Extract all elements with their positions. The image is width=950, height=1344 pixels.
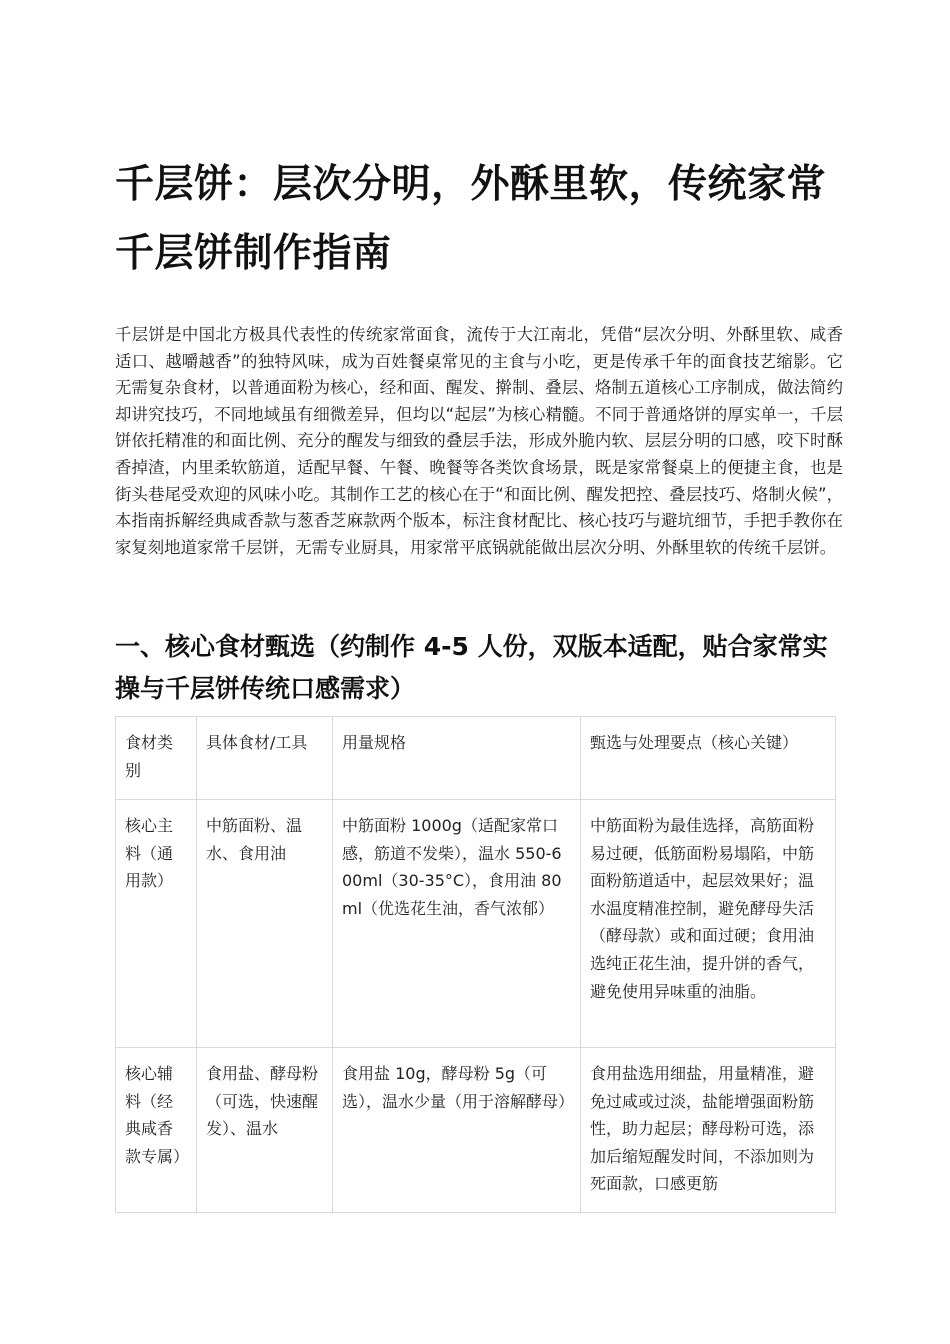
- section-heading: 一、核心食材甄选（约制作 4-5 人份，双版本适配，贴合家常实操与千层饼传统口感需求）: [115, 632, 828, 703]
- ingredients-table: [115, 716, 836, 1213]
- table-header-cell: 具体食材/工具: [197, 717, 333, 800]
- table-cell-amount: 食用盐 10g，酵母粉 5g（可选），温水少量（用于溶解酵母）: [333, 1048, 581, 1213]
- table-cell-items: 食用盐、酵母粉（可选，快速醒发）、温水: [197, 1048, 333, 1213]
- table-row: [116, 1048, 836, 1213]
- table-row: [116, 800, 836, 1048]
- table-header-cell: 用量规格: [333, 717, 581, 800]
- table-header-row: [116, 717, 836, 800]
- table-header-cell: 甄选与处理要点（核心关键）: [581, 717, 836, 800]
- table-cell-category: 核心辅料（经典咸香款专属）: [116, 1048, 197, 1213]
- table-cell-category: 核心主料（通用款）: [116, 800, 197, 1048]
- intro-paragraph: 千层饼是中国北方极具代表性的传统家常面食，流传于大江南北，凭借“层次分明、外酥里软、咸香适口、越嚼越香”的独特风味，成为百姓餐桌常见的主食与小吃，更是传承千年的面食技艺缩影。它无需复杂食材，以普通面粉为核心，经和面、醒发、擀制、叠层、烙制五道核心工序制成，做法简约却讲究技巧，不同地域虽有细微差异，但均以“起层”为核心精髓。不同于普通烙饼的厚实单一，千层饼依托精准的和面比例、充分的醒发与细致的叠层手法，形成外脆内软、层层分明的口感，咬下时酥香掉渣，内里柔软筋道，适配早餐、午餐、晚餐等各类饮食场景，既是家常餐桌上的便捷主食，也是街头巷尾受欢迎的风味小吃。其制作工艺的核心在于“和面比例、醒发把控、叠层技巧、烙制火候”，本指南拆解经典咸香款与葱香芝麻款两个版本，标注食材配比、核心技巧与避坑细节，手把手教你在家复刻地道家常千层饼，无需专业厨具，用家常平底锅就能做出层次分明、外酥里软的传统千层饼。: [115, 325, 843, 557]
- table-cell-notes: 中筋面粉为最佳选择，高筋面粉易过硬，低筋面粉易塌陷，中筋面粉筋道适中，起层效果好；温水温度精准控制，避免酵母失活（酵母款）或和面过硬；食用油选纯正花生油，提升饼的香气，避免使用异味重的油脂。: [581, 800, 836, 1048]
- document-title: 千层饼：层次分明，外酥里软，传统家常千层饼制作指南: [115, 162, 827, 276]
- table-cell-notes: 食用盐选用细盐，用量精准，避免过咸或过淡，盐能增强面粉筋性，助力起层；酵母粉可选，添加后缩短醒发时间，不添加则为死面款，口感更筋: [581, 1048, 836, 1213]
- table-header-cell: 食材类别: [116, 717, 197, 800]
- table-cell-items: 中筋面粉、温水、食用油: [197, 800, 333, 1048]
- table-cell-amount: 中筋面粉 1000g（适配家常口感，筋道不发柴），温水 550-600ml（30-35°C），食用油 80ml（优选花生油，香气浓郁）: [333, 800, 581, 1048]
